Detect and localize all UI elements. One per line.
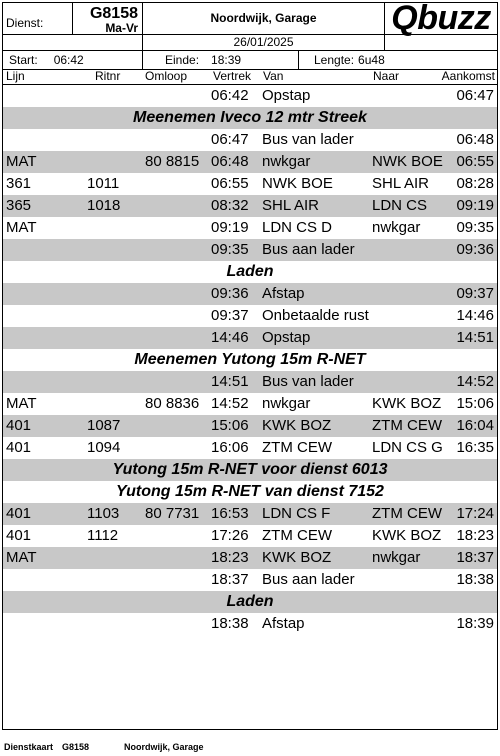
cell-naar: NWK BOE [372, 153, 443, 170]
cell-vertrek: 09:19 [211, 219, 249, 236]
cell-vertrek: 16:53 [211, 505, 249, 522]
cell-ritnr: 1087 [87, 417, 121, 434]
col-vertrek: Vertrek [213, 69, 252, 83]
cell-aankomst: 15:06 [456, 395, 494, 412]
lengte-cell [299, 51, 497, 69]
cell-aankomst: 06:47 [456, 87, 494, 104]
cell-lijn: 365 [6, 197, 32, 214]
cell-aankomst: 18:38 [456, 571, 494, 588]
col-naar: Naar [373, 69, 400, 83]
cell-naar: ZTM CEW [372, 417, 442, 434]
table-row [3, 239, 497, 261]
section-heading: Yutong 15m R-NET voor dienst 6013 [3, 459, 497, 481]
table-row [3, 283, 497, 305]
cell-lijn: MAT [6, 219, 37, 236]
cell-omloop: 80 8815 [145, 153, 200, 170]
qbuzz-logo: Qbuzz [391, 0, 491, 37]
table-row [3, 85, 497, 107]
table-row [3, 327, 497, 349]
section-heading: Meenemen Iveco 12 mtr Streek [3, 107, 497, 129]
cell-aankomst: 18:39 [456, 615, 494, 632]
cell-naar: LDN CS [372, 197, 428, 214]
dienst-code-cell [73, 3, 143, 34]
col-ritnr: Ritnr [95, 69, 121, 83]
cell-naar: KWK BOZ [372, 527, 442, 544]
col-aankomst: Aankomst [441, 69, 495, 83]
cell-aankomst: 06:55 [456, 153, 494, 170]
table-row [3, 173, 497, 195]
start-value: 06:42 [53, 53, 84, 67]
cell-van: Bus van lader [262, 131, 354, 148]
cell-van: Opstap [262, 87, 311, 104]
cell-ritnr: 1094 [87, 439, 121, 456]
cell-vertrek: 06:48 [211, 153, 249, 170]
table-row [3, 547, 497, 569]
cell-vertrek: 18:23 [211, 549, 249, 566]
cell-vertrek: 09:35 [211, 241, 249, 258]
table-row [3, 525, 497, 547]
location-title: Noordwijk, Garage [143, 3, 385, 34]
cell-aankomst: 09:19 [456, 197, 494, 214]
header-times-row [3, 51, 497, 70]
cell-van: NWK BOE [262, 175, 333, 192]
section-heading: Laden [226, 263, 274, 280]
cell-vertrek: 06:55 [211, 175, 249, 192]
table-row [3, 151, 497, 173]
cell-aankomst: 09:35 [456, 219, 494, 236]
cell-aankomst: 09:37 [456, 285, 494, 302]
cell-vertrek: 14:46 [211, 329, 249, 346]
cell-van: nwkgar [262, 395, 311, 412]
cell-van: Afstap [262, 285, 305, 302]
cell-van: KWK BOZ [262, 549, 332, 566]
cell-aankomst: 09:36 [456, 241, 494, 258]
cell-van: SHL AIR [262, 197, 319, 214]
cell-vertrek: 09:36 [211, 285, 249, 302]
lengte-value: 6u48 [358, 53, 385, 67]
dienst-code: G8158 [89, 5, 138, 22]
col-lijn: Lijn [6, 69, 25, 83]
section-heading: Yutong 15m R-NET van dienst 7152 [116, 483, 384, 500]
cell-vertrek: 18:37 [211, 571, 249, 588]
cell-aankomst: 14:46 [456, 307, 494, 324]
cell-vertrek: 15:06 [211, 417, 249, 434]
service-days: Ma-Vr [105, 21, 138, 35]
section-heading: Laden [3, 591, 497, 613]
dienst-label: Dienst: [3, 3, 73, 34]
cell-naar: ZTM CEW [372, 505, 442, 522]
cell-lijn: MAT [6, 153, 37, 170]
cell-vertrek: 18:38 [211, 615, 249, 632]
cell-van: LDN CS D [262, 219, 333, 236]
cell-van: nwkgar [262, 153, 311, 170]
cell-naar: nwkgar [372, 549, 421, 566]
cell-lijn: MAT [6, 549, 37, 566]
column-headers [3, 70, 497, 85]
cell-lijn: 401 [6, 527, 32, 544]
cell-lijn: 401 [6, 505, 32, 522]
cell-van: KWK BOZ [262, 417, 332, 434]
cell-van: ZTM CEW [262, 439, 332, 456]
cell-van: Afstap [262, 615, 305, 632]
cell-aankomst: 16:35 [456, 439, 494, 456]
cell-lijn: 401 [6, 439, 32, 456]
cell-omloop: 80 8836 [145, 395, 200, 412]
service-date: 26/01/2025 [143, 35, 385, 50]
table-row [3, 195, 497, 217]
cell-naar: nwkgar [372, 219, 421, 236]
table-row [3, 503, 497, 525]
cell-van: Onbetaalde rust [262, 307, 369, 324]
table-row [3, 129, 497, 151]
cell-ritnr: 1011 [87, 175, 120, 192]
service-card [2, 2, 498, 730]
table-row [3, 393, 497, 415]
cell-naar: KWK BOZ [372, 395, 442, 412]
cell-lijn: MAT [6, 395, 37, 412]
einde-value: 18:39 [211, 53, 242, 67]
footer [4, 742, 204, 752]
cell-vertrek: 14:52 [211, 395, 249, 412]
cell-ritnr: 1112 [87, 527, 119, 544]
header-date-row [3, 35, 497, 51]
col-van: Van [263, 69, 284, 83]
start-cell [3, 51, 143, 69]
cell-naar: SHL AIR [372, 175, 429, 192]
cell-ritnr: 1103 [87, 505, 120, 522]
footer-location: Noordwijk, Garage [124, 742, 204, 752]
cell-van: Opstap [262, 329, 311, 346]
header-top-row [3, 0, 497, 37]
cell-van: ZTM CEW [262, 527, 332, 544]
cell-aankomst: 14:52 [456, 373, 494, 390]
cell-vertrek: 06:47 [211, 131, 249, 148]
table-row [3, 371, 497, 393]
cell-aankomst: 16:04 [456, 417, 494, 434]
table-row [3, 613, 497, 635]
cell-aankomst: 08:28 [456, 175, 494, 192]
cell-van: Bus van lader [262, 373, 354, 390]
table-row [3, 217, 497, 239]
cell-vertrek: 08:32 [211, 197, 249, 214]
cell-vertrek: 14:51 [211, 373, 249, 390]
cell-naar: LDN CS G [372, 439, 443, 456]
table-row [3, 305, 497, 327]
cell-vertrek: 17:26 [211, 527, 249, 544]
cell-vertrek: 06:42 [211, 87, 249, 104]
cell-vertrek: 16:06 [211, 439, 249, 456]
einde-cell [143, 51, 299, 69]
table-row [3, 415, 497, 437]
table-row [3, 569, 497, 591]
cell-ritnr: 1018 [87, 197, 121, 214]
cell-aankomst: 18:23 [456, 527, 494, 544]
cell-van: Bus aan lader [262, 571, 355, 588]
table-row [3, 437, 497, 459]
col-omloop: Omloop [145, 69, 188, 83]
cell-omloop: 80 7731 [145, 505, 200, 522]
cell-aankomst: 18:37 [456, 549, 494, 566]
cell-lijn: 361 [6, 175, 32, 192]
cell-aankomst: 14:51 [456, 329, 494, 346]
cell-vertrek: 09:37 [211, 307, 249, 324]
footer-label: Dienstkaart [4, 742, 54, 752]
section-heading: Meenemen Yutong 15m R-NET [134, 351, 366, 368]
cell-van: LDN CS F [262, 505, 331, 522]
lengte-label: Lengte: [314, 53, 355, 67]
cell-aankomst: 17:24 [456, 505, 494, 522]
cell-aankomst: 06:48 [456, 131, 494, 148]
cell-lijn: 401 [6, 417, 32, 434]
einde-label: Einde: [165, 53, 200, 67]
cell-van: Bus aan lader [262, 241, 355, 258]
start-label: Start: [9, 53, 38, 67]
footer-code: G8158 [62, 742, 90, 752]
